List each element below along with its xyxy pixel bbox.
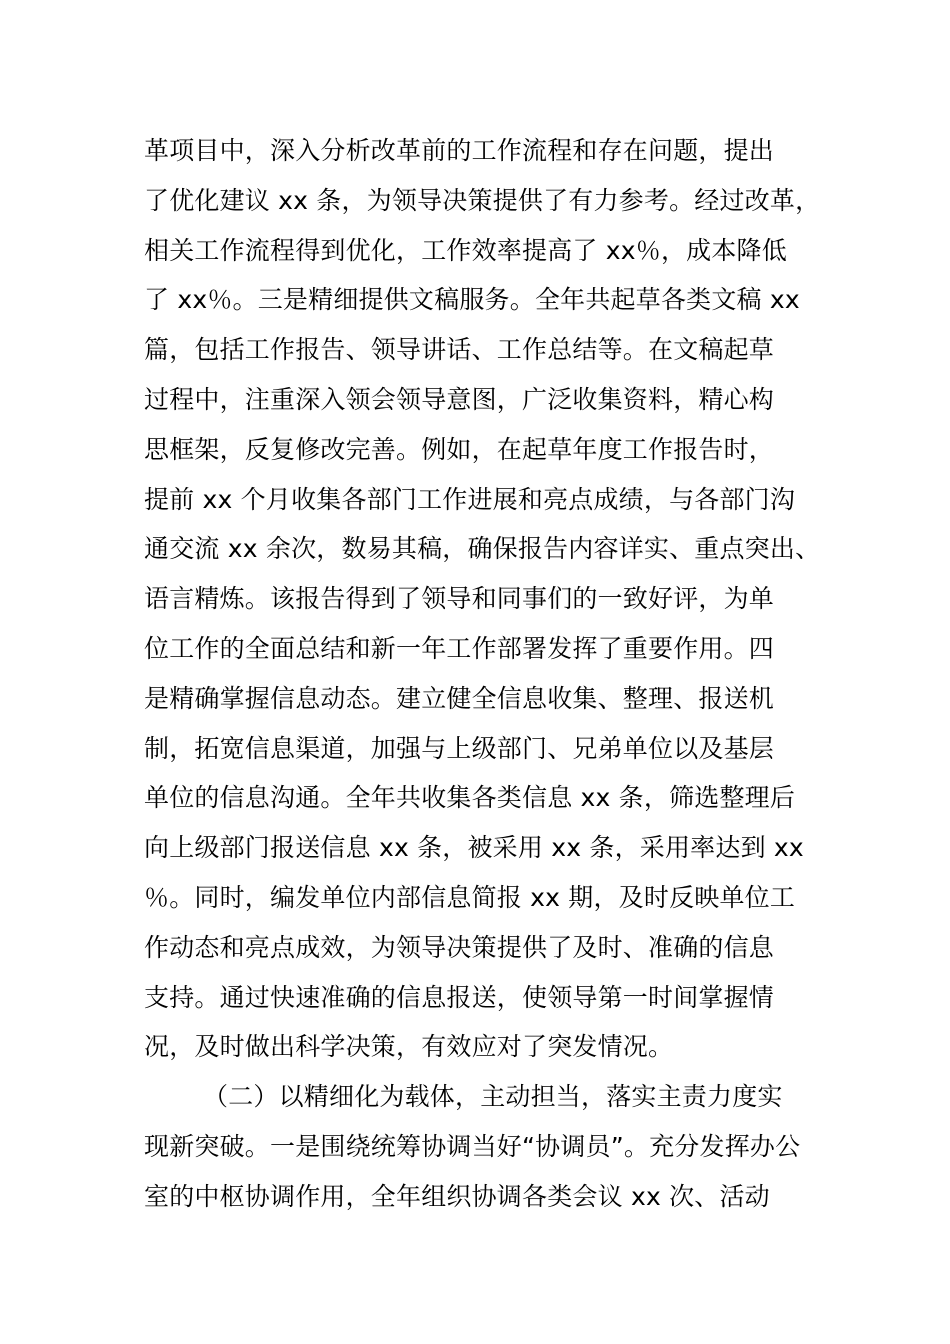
text-line: 通交流 xx 余次，数易其稿，确保报告内容详实、重点突出、 [144, 534, 821, 564]
text-line: 了优化建议 xx 条，为领导决策提供了有力参考。经过改革， [144, 185, 821, 215]
text-line: 篇，包括工作报告、领导讲话、工作总结等。在文稿起草 [144, 335, 775, 365]
section-heading-line: （二）以精细化为载体，主动担当，落实主责力度实 [203, 1082, 783, 1112]
text-line: ％。同时，编发单位内部信息简报 xx 期，及时反映单位工 [144, 882, 796, 912]
text-line: 了 xx％。三是精细提供文稿服务。全年共起草各类文稿 xx [144, 285, 800, 315]
text-line: 向上级部门报送信息 xx 条，被采用 xx 条，采用率达到 xx [144, 833, 804, 863]
text-line: 革项目中，深入分析改革前的工作流程和存在问题，提出 [144, 136, 775, 165]
text-line: 单位的信息沟通。全年共收集各类信息 xx 条，筛选整理后 [144, 783, 796, 813]
text-line: 是精确掌握信息动态。建立健全信息收集、整理、报送机 [144, 683, 775, 713]
text-line: 位工作的全面总结和新一年工作部署发挥了重要作用。四 [144, 633, 775, 663]
text-line: 现新突破。一是围绕统筹协调当好“协调员”。充分发挥办公 [144, 1131, 801, 1161]
text-line: 语言精炼。该报告得到了领导和同事们的一致好评，为单 [144, 584, 775, 614]
body-text [144, 126, 844, 1222]
text-line: 提前 xx 个月收集各部门工作进展和亮点成绩，与各部门沟 [144, 484, 796, 514]
text-line: 制，拓宽信息渠道，加强与上级部门、兄弟单位以及基层 [144, 733, 775, 763]
text-line: 室的中枢协调作用，全年组织协调各类会议 xx 次、活动 [144, 1181, 770, 1211]
text-line: 支持。通过快速准确的信息报送，使领导第一时间掌握情 [144, 982, 775, 1012]
text-line: 相关工作流程得到优化，工作效率提高了 xx％，成本降低 [144, 235, 787, 265]
text-line: 作动态和亮点成效，为领导决策提供了及时、准确的信息 [144, 932, 775, 962]
text-line: 况，及时做出科学决策，有效应对了突发情况。 [144, 1032, 674, 1062]
text-line: 思框架，反复修改完善。例如，在起草年度工作报告时， [144, 434, 775, 464]
text-line: 过程中，注重深入领会领导意图，广泛收集资料，精心构 [144, 384, 775, 414]
